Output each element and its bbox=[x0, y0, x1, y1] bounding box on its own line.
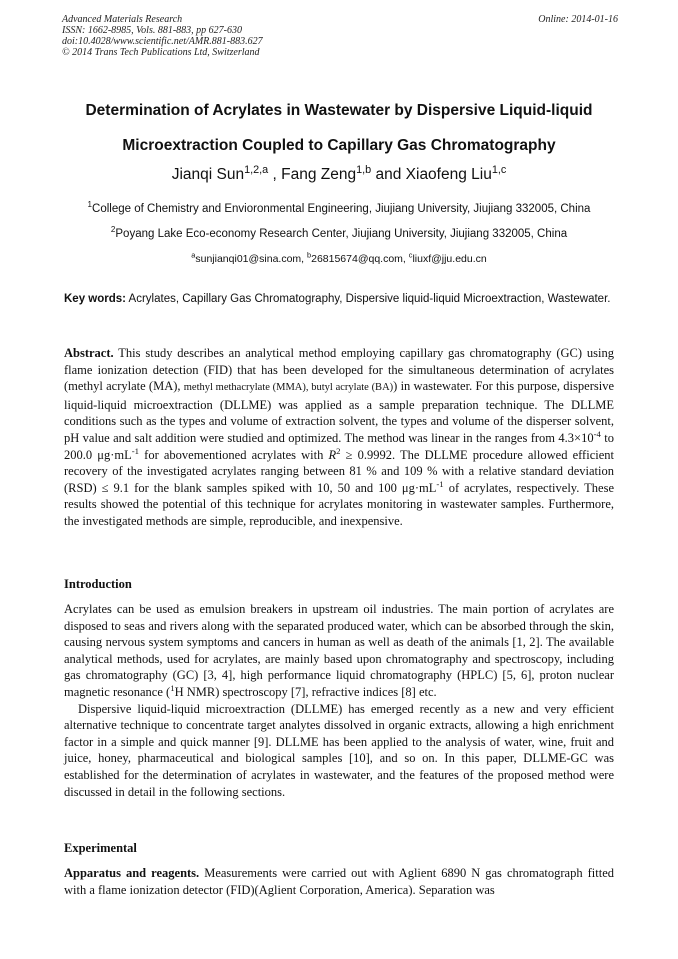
abstract-text-small: methyl methacrylate (MMA), butyl acrylate (BA) bbox=[183, 382, 394, 394]
abstract-label: Abstract. bbox=[64, 346, 114, 360]
email-mark: a bbox=[191, 250, 196, 260]
abstract bbox=[64, 345, 614, 530]
paper-title bbox=[40, 93, 638, 163]
abstract-superscript: -1 bbox=[131, 445, 140, 456]
author-affiliation-mark: 1,2,a bbox=[244, 163, 269, 176]
abstract-r-symbol: R bbox=[328, 447, 337, 462]
doi-line: doi:10.4028/www.scientific.net/AMR.881-883.627 bbox=[62, 36, 263, 47]
online-date: Online: 2014-01-16 bbox=[538, 14, 618, 25]
author-list bbox=[40, 163, 638, 184]
author-affiliation-mark: 1,c bbox=[491, 163, 507, 176]
abstract-superscript: 2 bbox=[336, 445, 341, 456]
abstract-superscript: -1 bbox=[436, 478, 444, 489]
email-mark: b bbox=[307, 250, 312, 260]
abstract-text: for abovementioned acrylates with bbox=[139, 447, 329, 462]
title-line-1: Determination of Acrylates in Wastewater by Dispersive Liquid-liquid bbox=[85, 102, 593, 119]
author-emails bbox=[40, 250, 638, 265]
email-mark: c bbox=[408, 250, 413, 260]
author-name: Fang Zeng bbox=[281, 166, 357, 183]
abstract-text: This study describes an analytical method employing capillary gas chromatography (GC) using flame ionization detection (FID) that has been developed for the simultaneous determination of acrylates (methyl acrylate (MA), bbox=[64, 346, 614, 394]
email-link[interactable]: 26815674@qq.com, bbox=[311, 253, 409, 265]
introduction-heading: Introduction bbox=[64, 577, 132, 591]
author-affiliation-mark: 1,b bbox=[356, 163, 372, 176]
journal-header bbox=[62, 14, 618, 58]
title-line-2: Microextraction Coupled to Capillary Gas Chromatography bbox=[122, 137, 556, 154]
affiliation-mark: 1 bbox=[87, 200, 93, 210]
experimental-body bbox=[64, 865, 614, 898]
keywords-text: Acrylates, Capillary Gas Chromatography, Dispersive liquid-liquid Microextraction, Wastewater. bbox=[126, 293, 611, 305]
affiliation-text: College of Chemistry and Envioronmental Engineering, Jiujiang University, Jiujiang 332005, China bbox=[92, 203, 591, 215]
abstract-text: ≥ 0.9992. The DLLME procedure allowed efficient recovery of the investigated acrylates ranging between 81 % and 109 % with a relative standard deviation (RSD) ≤ 9.1 for the blank samples spiked with 10, 50 and 100 μg·mL bbox=[64, 447, 614, 495]
email-link[interactable]: liuxf@jju.edu.cn bbox=[412, 253, 487, 265]
author-separator: and bbox=[371, 166, 406, 183]
author-name: Jianqi Sun bbox=[171, 166, 245, 183]
abstract-superscript: -4 bbox=[593, 428, 601, 439]
author-separator: , bbox=[268, 166, 282, 183]
affiliation-2 bbox=[40, 225, 638, 240]
introduction-paragraph-1 bbox=[64, 601, 614, 701]
paragraph-text: Measurements were carried out with Aglient 6890 N gas chromatograph fitted with a flame ionization detector (FID)(Aglient Corporation, America). Separation was bbox=[64, 866, 615, 897]
abstract-text: to 200.0 μg·mL bbox=[64, 430, 614, 462]
email-link[interactable]: sunjianqi01@sina.com, bbox=[195, 253, 308, 265]
copyright-line: © 2014 Trans Tech Publications Ltd, Switzerland bbox=[62, 47, 260, 58]
experimental-heading: Experimental bbox=[64, 841, 137, 855]
author-name: Xiaofeng Liu bbox=[405, 166, 492, 183]
keywords-label: Key words: bbox=[64, 293, 126, 305]
paragraph-superscript: 1 bbox=[170, 682, 175, 693]
affiliation-mark: 2 bbox=[110, 225, 116, 235]
introduction-body bbox=[64, 601, 614, 800]
abstract-text: of acrylates, respectively. These results showed the potential of this technique for acrylates monitoring in wastewater samples. Furthermore, the investigated methods are simple, reproducible, and inexpensive. bbox=[64, 480, 614, 528]
affiliation-text: Poyang Lake Eco-economy Research Center, Jiujiang University, Jiujiang 332005, China bbox=[115, 228, 568, 240]
introduction-paragraph-2: Dispersive liquid-liquid microextraction (DLLME) has emerged recently as a new and very efficient alternative technique to concentrate target analytes dissolved in organic extracts, allowing a high enrichment factor in a simple and quick manner [9]. DLLME has been applied to the analysis of water, wine, fruit and juice, honey, pharmaceutical and biological samples [10], and so on. In this paper, DLLME-GC was established for the determination of acrylates in wastewater, and the features of the proposed method were discussed in detail in the following sections. bbox=[64, 701, 614, 799]
journal-name: Advanced Materials Research bbox=[62, 14, 183, 25]
issn-line: ISSN: 1662-8985, Vols. 881-883, pp 627-630 bbox=[62, 25, 242, 36]
apparatus-label: Apparatus and reagents. bbox=[64, 866, 200, 880]
paragraph-text: H NMR) spectroscopy [7], refractive indices [8] etc. bbox=[174, 684, 437, 699]
paragraph-text: Acrylates can be used as emulsion breakers in upstream oil industries. The main portion of acrylates are disposed to seas and rivers along with the separated produced water, which can be absorbed through the skin, causing nervous system symptoms and cancers in human as well as death of the animals [1, 2]. The available analytical methods, used for acrylates, are mainly based upon chromatography and spectroscopy, including gas chromatography (GC) [3, 4], high performance liquid chromatography (HPLC) [5, 6], proton nuclear magnetic resonance ( bbox=[64, 602, 614, 699]
affiliation-1 bbox=[40, 200, 638, 215]
abstract-text: ) in wastewater. For this purpose, dispersive liquid-liquid microextraction (DLLME) was applied as a sample preparation technique. The DLLME conditions such as the types and volume of extraction solvent, the types and volume of the disperser solvent, pH value and salt addition were studied and optimized. The method was linear in the ranges from 4.3×10 bbox=[64, 379, 614, 445]
keywords bbox=[64, 291, 614, 308]
